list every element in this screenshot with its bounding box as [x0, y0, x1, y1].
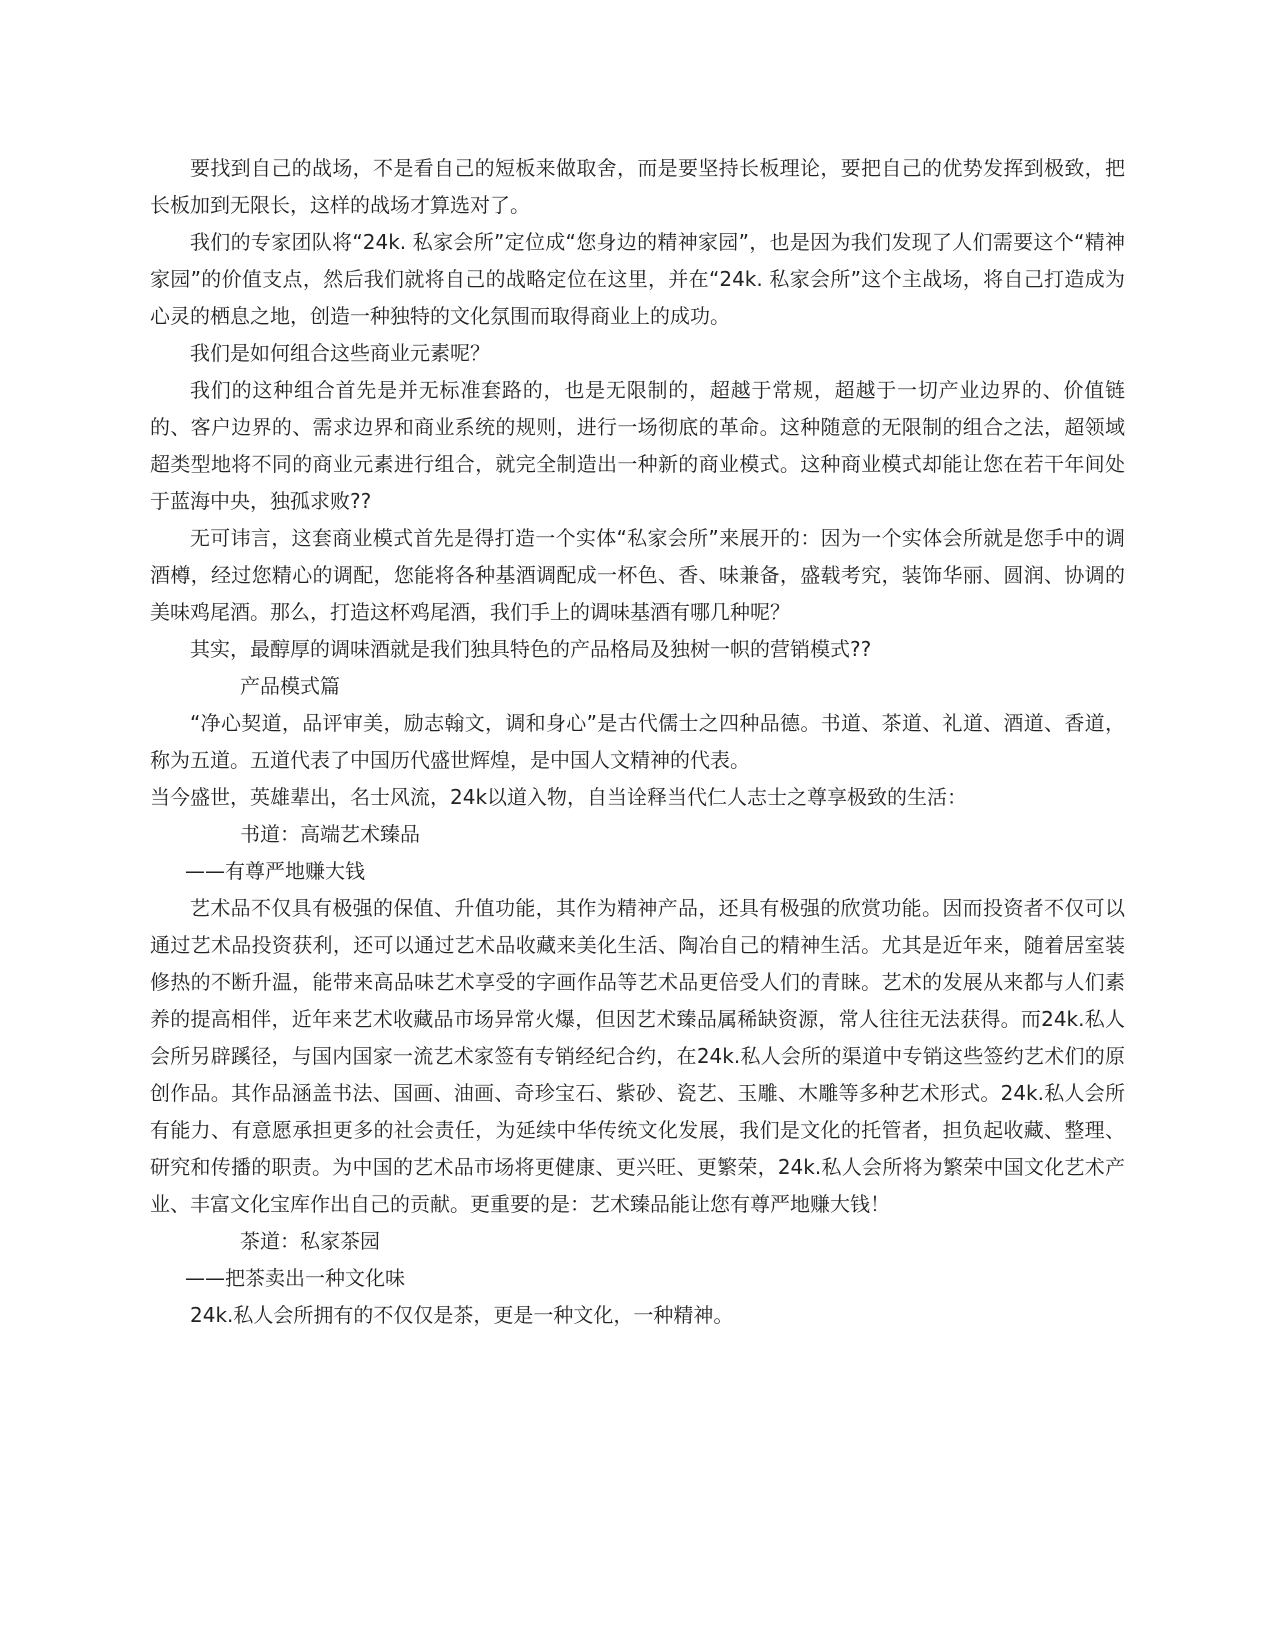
paragraph-battlefield: 要找到自己的战场，不是看自己的短板来做取舍，而是要坚持长板理论，要把自己的优势发挥到极致，把长板加到无限长，这样的战场才算选对了。 [150, 156, 1125, 217]
paragraph-contemporary: 当今盛世，英雄辈出，名士风流，24k以道入物，自当诠释当代仁人志士之尊享极致的生活： [150, 785, 968, 809]
paragraph-combination: 我们的这种组合首先是并无标准套路的，也是无限制的，超越于常规，超越于一切产业边界的、价值链的、客户边界的、需求边界和商业系统的规则，进行一场彻底的革命。这种随意的无限制的组合之法，超领域超类型地将不同的商业元素进行组合，就完全制造出一种新的商业模式。这种商业模式却能让您在若干年间处于蓝海中央，独孤求败?? [150, 378, 1125, 513]
paragraph-five-ways: “净心契道，品评审美，励志翰文，调和身心”是古代儒士之四种品德。书道、茶道、礼道、酒道、香道，称为五道。五道代表了中国历代盛世辉煌，是中国人文精神的代表。 [150, 711, 1125, 772]
paragraph-question: 我们是如何组合这些商业元素呢？ [190, 341, 490, 365]
paragraph-base-wine: 其实，最醇厚的调味酒就是我们独具特色的产品格局及独树一帜的营销模式?? [190, 637, 872, 661]
section-heading-product-model: 产品模式篇 [240, 674, 340, 698]
section-subheading-calligraphy: ——有尊严地赚大钱 [185, 859, 365, 883]
section-heading-tea: 茶道：私家茶园 [240, 1229, 380, 1253]
document-body [150, 150, 1125, 1334]
paragraph-art-collection: 艺术品不仅具有极强的保值、升值功能，其作为精神产品，还具有极强的欣赏功能。因而投资者不仅可以通过艺术品投资获利，还可以通过艺术品收藏来美化生活、陶冶自己的精神生活。尤其是近年来，随着居室装修热的不断升温，能带来高品味艺术享受的字画作品等艺术品更倍受人们的青睐。艺术的发展从来都与人们素养的提高相伴，近年来艺术收藏品市场异常火爆，但因艺术臻品属稀缺资源，常人往往无法获得。而24k.私人会所另辟蹊径，与国内国家一流艺术家签有专销经纪合约，在24k.私人会所的渠道中专销这些签约艺术们的原创作品。其作品涵盖书法、国画、油画、奇珍宝石、紫砂、瓷艺、玉雕、木雕等多种艺术形式。24k.私人会所有能力、有意愿承担更多的社会责任，为延续中华传统文化发展，我们是文化的托管者，担负起收藏、整理、研究和传播的职责。为中国的艺术品市场将更健康、更兴旺、更繁荣，24k.私人会所将为繁荣中国文化艺术产业、丰富文化宝库作出自己的贡献。更重要的是：艺术臻品能让您有尊严地赚大钱！ [150, 896, 1125, 1216]
paragraph-tea-culture: 24k.私人会所拥有的不仅仅是茶，更是一种文化，一种精神。 [190, 1303, 734, 1327]
section-heading-calligraphy: 书道：高端艺术臻品 [240, 822, 420, 846]
paragraph-business-model: 无可讳言，这套商业模式首先是得打造一个实体“私家会所”来展开的：因为一个实体会所就是您手中的调酒樽，经过您精心的调配，您能将各种基酒调配成一杯色、香、味兼备，盛载考究，装饰华丽、圆润、协调的美味鸡尾酒。那么，打造这杯鸡尾酒，我们手上的调味基酒有哪几种呢？ [150, 526, 1125, 624]
paragraph-positioning: 我们的专家团队将“24k. 私家会所”定位成“您身边的精神家园”，也是因为我们发现了人们需要这个“精神家园”的价值支点，然后我们就将自己的战略定位在这里，并在“24k. 私家会所”这个主战场，将自己打造成为心灵的栖息之地，创造一种独特的文化氛围而取得商业上的成功。 [150, 230, 1125, 328]
section-subheading-tea: ——把茶卖出一种文化味 [185, 1266, 405, 1290]
